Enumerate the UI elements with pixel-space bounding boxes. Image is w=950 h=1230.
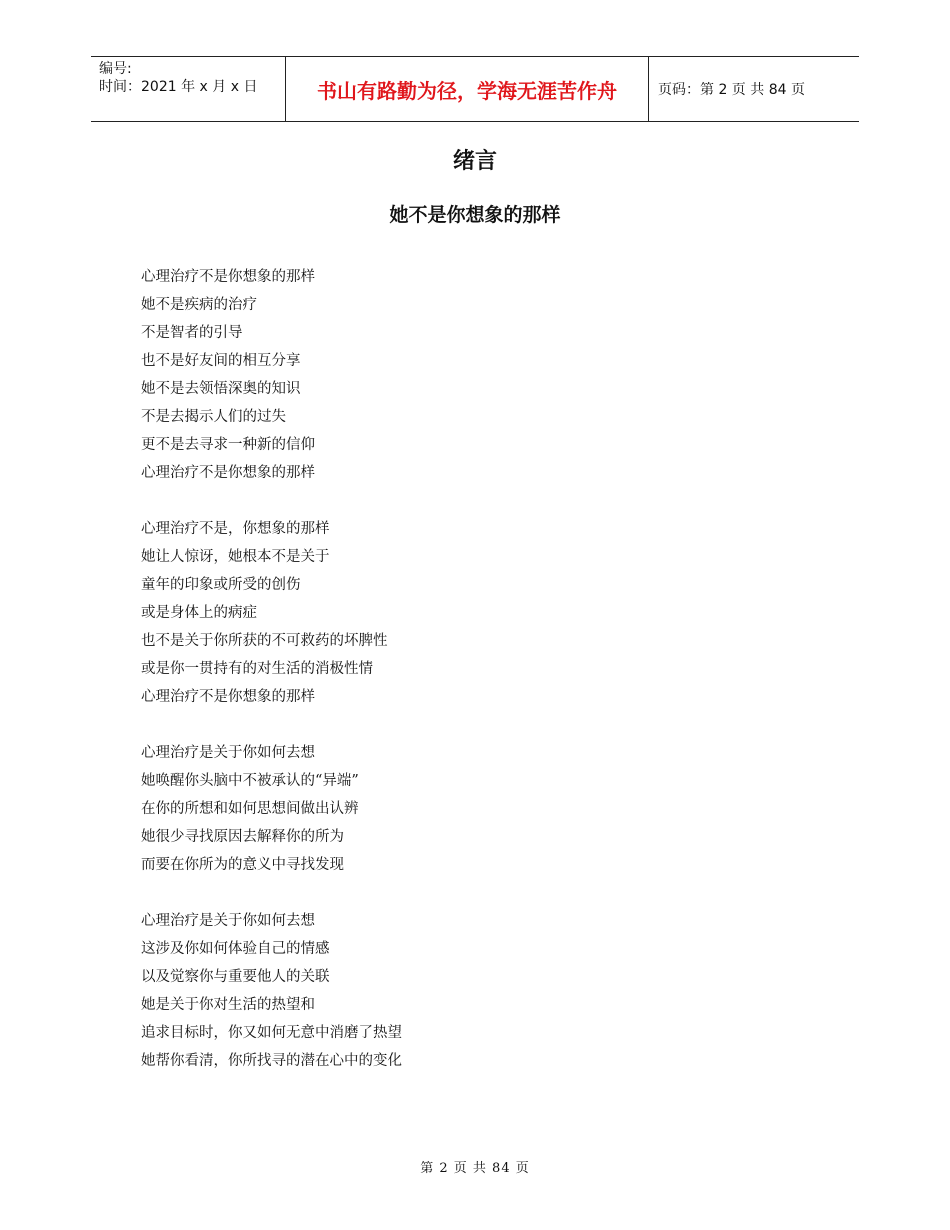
poem-line: 不是去揭示人们的过失 <box>141 409 286 425</box>
poem-line: 她不是疾病的治疗 <box>141 297 257 313</box>
poem-line: 心理治疗不是你想象的那样 <box>141 465 315 481</box>
poem-line: 心理治疗不是你想象的那样 <box>141 269 315 285</box>
poem-stanza <box>141 263 402 487</box>
header-meta <box>91 57 286 121</box>
poem-line: 也不是好友间的相互分享 <box>141 353 301 369</box>
poem-stanza <box>141 907 402 1075</box>
poem-stanza <box>141 515 402 711</box>
header-motto: 书山有路勤为径，学海无涯苦作舟 <box>286 57 649 121</box>
poem-line: 她唤醒你头脑中不被承认的“异端” <box>141 773 359 789</box>
poem-line: 她不是去领悟深奥的知识 <box>141 381 301 397</box>
poem-line: 或是你一贯持有的对生活的消极性情 <box>141 661 373 677</box>
page-footer: 第 2 页 共 84 页 <box>420 1161 530 1176</box>
poem-line: 她是关于你对生活的热望和 <box>141 997 315 1013</box>
poem-line: 不是智者的引导 <box>141 325 243 341</box>
poem-line: 追求目标时，你又如何无意中消磨了热望 <box>141 1025 402 1041</box>
poem-line: 心理治疗是关于你如何去想 <box>141 913 315 929</box>
poem-line: 心理治疗不是，你想象的那样 <box>141 521 330 537</box>
poem-line: 更不是去寻求一种新的信仰 <box>141 437 315 453</box>
document-number-label: 编号: <box>99 61 132 77</box>
poem-stanza <box>141 739 402 879</box>
chapter-title: 绪言 <box>452 149 497 174</box>
poem-line: 心理治疗是关于你如何去想 <box>141 745 315 761</box>
poem-line: 或是身体上的病症 <box>141 605 257 621</box>
poem-title: 她不是你想象的那样 <box>389 204 561 226</box>
page-header <box>91 56 859 122</box>
poem-line: 以及觉察你与重要他人的关联 <box>141 969 330 985</box>
poem-line: 她让人惊讶，她根本不是关于 <box>141 549 330 565</box>
header-page-info: 页码：第 2 页 共 84 页 <box>658 82 805 98</box>
poem-line: 她很少寻找原因去解释你的所为 <box>141 829 344 845</box>
poem-line: 这涉及你如何体验自己的情感 <box>141 941 330 957</box>
poem-line: 她帮你看清，你所找寻的潜在心中的变化 <box>141 1053 402 1069</box>
poem-line: 童年的印象或所受的创伤 <box>141 577 301 593</box>
poem-line: 心理治疗不是你想象的那样 <box>141 689 315 705</box>
poem-body <box>141 263 402 1075</box>
poem-line: 也不是关于你所获的不可救药的坏脾性 <box>141 633 388 649</box>
poem-line: 在你的所想和如何思想间做出认辨 <box>141 801 359 817</box>
document-time: 时间：2021 年 x 月 x 日 <box>99 79 258 95</box>
poem-line: 而要在你所为的意义中寻找发现 <box>141 857 344 873</box>
